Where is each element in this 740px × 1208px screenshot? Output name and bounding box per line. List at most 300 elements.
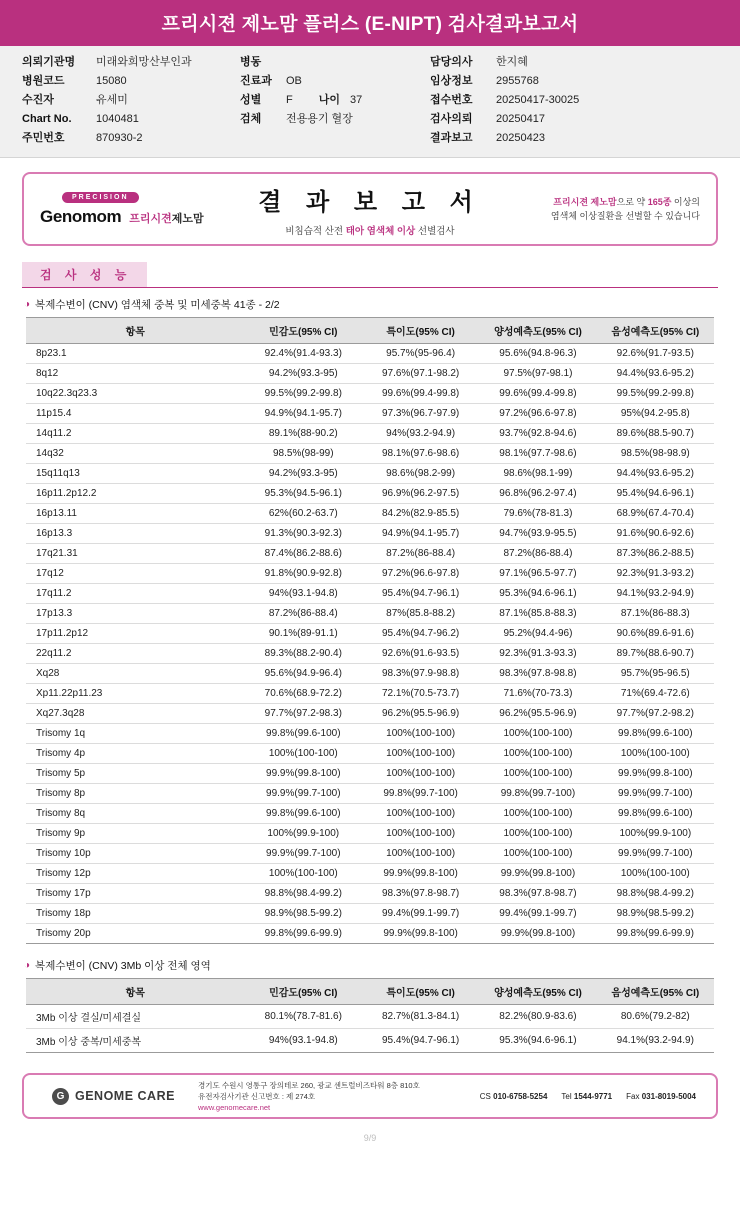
section-heading [22, 262, 718, 288]
cs-contact [480, 1092, 548, 1101]
cell-item: 17q12 [26, 564, 245, 584]
cell-item: Trisomy 9p [26, 824, 245, 844]
cell-value: 100%(99.9-100) [597, 824, 714, 844]
cell-item: Trisomy 8q [26, 804, 245, 824]
table-row [26, 804, 714, 824]
cell-value: 99.4%(99.1-99.7) [479, 904, 596, 924]
report-card-subtitle [230, 223, 510, 237]
cell-value: 80.6%(79.2-82) [597, 1005, 714, 1029]
cell-item: Trisomy 8p [26, 784, 245, 804]
info-value: 870930-2 [96, 132, 143, 144]
cell-item: Xp11.22p11.23 [26, 684, 245, 704]
tel-label: Tel [561, 1091, 572, 1101]
cell-value: 99.8%(99.6-100) [597, 804, 714, 824]
info-row [22, 112, 240, 127]
cell-value: 94.1%(93.2-94.9) [597, 584, 714, 604]
cell-item: 8p23.1 [26, 344, 245, 364]
cell-value: 87%(85.8-88.2) [362, 604, 479, 624]
table-row [26, 844, 714, 864]
website-link[interactable]: www.genomecare.net [198, 1102, 271, 1112]
cell-value: 92.4%(91.4-93.3) [245, 344, 362, 364]
cell-value: 98.3%(97.9-98.8) [362, 664, 479, 684]
cell-value: 96.9%(96.2-97.5) [362, 484, 479, 504]
cell-value: 99.8%(99.6-99.9) [245, 924, 362, 944]
info-row [430, 93, 690, 108]
brand-name-row [40, 207, 230, 227]
cell-value: 100%(100-100) [362, 744, 479, 764]
cell-item: Trisomy 20p [26, 924, 245, 944]
footer-address [198, 1080, 480, 1113]
page-number: 9/9 [363, 1133, 377, 1143]
info-value: 미래와희망산부인과 [96, 56, 192, 68]
info-row [430, 112, 690, 127]
cell-value: 99.9%(99.8-100) [479, 864, 596, 884]
cell-value: 92.3%(91.3-93.3) [479, 644, 596, 664]
col-header-sensitivity: 민감도(95% CI) [245, 318, 362, 344]
subsection-heading-1 [24, 297, 716, 312]
cell-value: 89.1%(88-90.2) [245, 424, 362, 444]
cell-value: 99.9%(99.8-100) [245, 764, 362, 784]
subsection-label-2: 복제수변이 (CNV) 3Mb 이상 전체 영역 [35, 960, 211, 972]
info-label: 주민번호 [22, 132, 65, 144]
brand-korean-2: 제노맘 [171, 212, 204, 225]
info-label: 검사의뢰 [430, 113, 473, 125]
table-row [26, 784, 714, 804]
info-value: 20250417-30025 [496, 94, 580, 106]
cell-value: 98.8%(98.4-99.2) [597, 884, 714, 904]
cell-value: 100%(100-100) [362, 764, 479, 784]
col-header-item: 항목 [26, 979, 245, 1005]
cell-item: 3Mb 이상 중복/미세중복 [26, 1029, 245, 1053]
cell-value: 98.1%(97.6-98.6) [362, 444, 479, 464]
cell-value: 94%(93.2-94.9) [362, 424, 479, 444]
footer-card [22, 1073, 718, 1119]
brand-wordmark: Genomom [40, 206, 122, 226]
cell-item: Xq27.3q28 [26, 704, 245, 724]
cell-value: 99.8%(99.6-100) [245, 724, 362, 744]
col-header-item: 항목 [26, 318, 245, 344]
col-header-sensitivity: 민감도(95% CI) [245, 979, 362, 1005]
info-label: Chart No. [22, 113, 72, 125]
subtitle-post: 선별검사 [415, 225, 455, 237]
info-label: 접수번호 [430, 94, 473, 106]
bullet-icon: ◑ [24, 960, 31, 971]
cell-value: 99.9%(99.7-100) [597, 784, 714, 804]
cell-value: 99.5%(99.2-99.8) [597, 384, 714, 404]
info-label: 병동 [240, 56, 262, 68]
table-row [26, 344, 714, 364]
cell-value: 100%(100-100) [597, 744, 714, 764]
table-row [26, 384, 714, 404]
cell-value: 99.6%(99.4-99.8) [362, 384, 479, 404]
cell-value: 98.3%(97.8-98.8) [479, 664, 596, 684]
cell-value: 94.7%(93.9-95.5) [479, 524, 596, 544]
cell-value: 91.3%(90.3-92.3) [245, 524, 362, 544]
table-row [26, 1029, 714, 1053]
cell-item: Trisomy 4p [26, 744, 245, 764]
cell-value: 91.8%(90.9-92.8) [245, 564, 362, 584]
info-row [22, 131, 240, 146]
cell-value: 70.6%(68.9-72.2) [245, 684, 362, 704]
note-line-2: 염색체 이상질환을 선별할 수 있습니다 [550, 211, 700, 221]
table-row [26, 404, 714, 424]
info-label: 임상정보 [430, 75, 473, 87]
table-row [26, 484, 714, 504]
cell-value: 97.1%(96.5-97.7) [479, 564, 596, 584]
cell-value: 68.9%(67.4-70.4) [597, 504, 714, 524]
fax-label: Fax [626, 1091, 640, 1101]
cell-item: 16p11.2p12.2 [26, 484, 245, 504]
cell-value: 100%(100-100) [597, 864, 714, 884]
footer-contact [480, 1092, 702, 1101]
cnv-3mb-table [26, 978, 714, 1053]
info-value: F [286, 94, 293, 106]
table-row [26, 824, 714, 844]
table-row [26, 504, 714, 524]
cell-value: 100%(100-100) [479, 764, 596, 784]
cell-value: 72.1%(70.5-73.7) [362, 684, 479, 704]
report-card-center [230, 182, 510, 237]
info-row [430, 55, 690, 70]
table-row [26, 424, 714, 444]
cell-value: 100%(100-100) [479, 724, 596, 744]
cell-item: Xq28 [26, 664, 245, 684]
cell-value: 100%(100-100) [479, 744, 596, 764]
note-mid: 으로 약 [616, 197, 648, 207]
cell-item: 15q11q13 [26, 464, 245, 484]
col-header-specificity: 특이도(95% CI) [362, 318, 479, 344]
info-label: 담당의사 [430, 56, 473, 68]
cell-value: 99.9%(99.8-100) [479, 924, 596, 944]
col-header-ppv: 양성예측도(95% CI) [479, 318, 596, 344]
cell-value: 94.2%(93.3-95) [245, 364, 362, 384]
cell-value: 71.6%(70-73.3) [479, 684, 596, 704]
info-value: 15080 [96, 75, 127, 87]
cell-value: 100%(100-100) [479, 844, 596, 864]
cell-value: 99.9%(99.8-100) [362, 864, 479, 884]
cell-item: 17q11.2 [26, 584, 245, 604]
col-header-specificity: 특이도(95% CI) [362, 979, 479, 1005]
section-title: 검 사 성 능 [22, 262, 147, 287]
cell-value: 84.2%(82.9-85.5) [362, 504, 479, 524]
cell-item: 8q12 [26, 364, 245, 384]
cell-value: 100%(100-100) [362, 844, 479, 864]
brand-korean [129, 210, 203, 226]
cell-value: 100%(99.9-100) [245, 824, 362, 844]
brand-logo [40, 192, 230, 227]
table-row [26, 704, 714, 724]
cell-item: 22q11.2 [26, 644, 245, 664]
cell-value: 95.3%(94.6-96.1) [479, 1029, 596, 1053]
genome-care-logo [38, 1088, 198, 1105]
cell-value: 99.8%(99.6-99.9) [597, 924, 714, 944]
info-label: 수진자 [22, 94, 54, 106]
cell-item: Trisomy 1q [26, 724, 245, 744]
table-row [26, 644, 714, 664]
cell-item: 11p15.4 [26, 404, 245, 424]
table-row [26, 364, 714, 384]
table-header-row [26, 979, 714, 1005]
table-row [26, 864, 714, 884]
cell-value: 82.7%(81.3-84.1) [362, 1005, 479, 1029]
cell-value: 95%(94.2-95.8) [597, 404, 714, 424]
cell-value: 99.9%(99.8-100) [362, 924, 479, 944]
cell-value: 96.2%(95.5-96.9) [479, 704, 596, 724]
col-header-npv: 음성예측도(95% CI) [597, 979, 714, 1005]
info-value: 20250417 [496, 113, 545, 125]
cell-value: 100%(100-100) [362, 804, 479, 824]
cell-value: 99.8%(99.6-100) [597, 724, 714, 744]
cell-value: 87.2%(86-88.4) [479, 544, 596, 564]
brand-korean-1: 프리시젼 [129, 212, 172, 225]
report-card-note [510, 195, 700, 223]
cell-value: 80.1%(78.7-81.6) [245, 1005, 362, 1029]
note-count: 165종 [647, 197, 672, 207]
info-label: 성별 [240, 94, 262, 106]
table-row [26, 904, 714, 924]
table-row [26, 464, 714, 484]
cell-value: 100%(100-100) [362, 824, 479, 844]
info-row [430, 131, 690, 146]
cell-value: 95.6%(94.9-96.4) [245, 664, 362, 684]
info-value: 전용용기 혈장 [286, 113, 353, 125]
report-header-card [22, 172, 718, 246]
cell-value: 98.3%(97.8-98.7) [362, 884, 479, 904]
info-row [240, 112, 430, 127]
cell-item: 14q32 [26, 444, 245, 464]
col-header-ppv: 양성예측도(95% CI) [479, 979, 596, 1005]
cell-value: 99.4%(99.1-99.7) [362, 904, 479, 924]
cell-value: 90.6%(89.6-91.6) [597, 624, 714, 644]
subsection-heading-2 [24, 958, 716, 973]
cell-value: 97.2%(96.6-97.8) [479, 404, 596, 424]
table-row [26, 524, 714, 544]
cell-value: 99.6%(99.4-99.8) [479, 384, 596, 404]
cell-value: 95.3%(94.6-96.1) [479, 584, 596, 604]
cell-item: Trisomy 17p [26, 884, 245, 904]
cell-item: Trisomy 12p [26, 864, 245, 884]
cell-value: 91.6%(90.6-92.6) [597, 524, 714, 544]
info-row [240, 55, 430, 70]
cell-value: 92.6%(91.7-93.5) [597, 344, 714, 364]
fax-value: 031-8019-5004 [641, 1091, 696, 1101]
info-row [240, 74, 430, 89]
genome-care-mark-icon: G [52, 1088, 69, 1105]
cell-item: 16p13.3 [26, 524, 245, 544]
precision-badge: PRECISION [62, 192, 139, 203]
cell-value: 99.8%(99.6-100) [245, 804, 362, 824]
info-value: 20250423 [496, 132, 545, 144]
cell-value: 100%(100-100) [479, 824, 596, 844]
note-line-1 [510, 195, 700, 209]
cell-value: 94.4%(93.6-95.2) [597, 464, 714, 484]
cell-value: 99.9%(99.7-100) [597, 844, 714, 864]
cell-item: Trisomy 18p [26, 904, 245, 924]
fax-contact [626, 1092, 696, 1101]
cell-value: 87.3%(86.2-88.5) [597, 544, 714, 564]
table-row [26, 924, 714, 944]
table-row [26, 684, 714, 704]
cell-value: 97.3%(96.7-97.9) [362, 404, 479, 424]
cell-value: 93.7%(92.8-94.6) [479, 424, 596, 444]
cell-value: 95.4%(94.7-96.1) [362, 584, 479, 604]
info-value-age: 37 [350, 94, 363, 106]
info-value: OB [286, 75, 302, 87]
cell-value: 99.9%(99.8-100) [597, 764, 714, 784]
cell-value: 94%(93.1-94.8) [245, 1029, 362, 1053]
table-row [26, 444, 714, 464]
cell-value: 87.4%(86.2-88.6) [245, 544, 362, 564]
info-value: 한지혜 [496, 56, 528, 68]
cell-value: 94.9%(94.1-95.7) [362, 524, 479, 544]
table-row [26, 724, 714, 744]
address-line-1: 경기도 수원시 영통구 장의테로 260, 광교 센트럴비즈타워 8층 810호 [198, 1080, 420, 1090]
subsection-label-1: 복제수변이 (CNV) 염색체 중복 및 미세중복 41종 - 2/2 [35, 299, 280, 311]
table-row [26, 1005, 714, 1029]
cell-value: 87.2%(86-88.4) [362, 544, 479, 564]
table-row [26, 744, 714, 764]
cell-item: 3Mb 이상 결실/미세결실 [26, 1005, 245, 1029]
cell-value: 94.4%(93.6-95.2) [597, 364, 714, 384]
cell-item: Trisomy 10p [26, 844, 245, 864]
cell-value: 98.9%(98.5-99.2) [245, 904, 362, 924]
cell-value: 100%(100-100) [479, 804, 596, 824]
info-label: 검체 [240, 113, 262, 125]
patient-info-col-1 [22, 55, 240, 146]
info-row [22, 74, 240, 89]
cell-value: 99.8%(99.7-100) [362, 784, 479, 804]
cell-value: 87.1%(86-88.3) [597, 604, 714, 624]
cell-value: 97.6%(97.1-98.2) [362, 364, 479, 384]
info-label: 병원코드 [22, 75, 65, 87]
note-brand: 프리시젼 제노맘 [553, 197, 617, 207]
genome-care-name: GENOME CARE [75, 1089, 175, 1103]
info-label-age: 나이 [318, 94, 340, 106]
cell-value: 95.7%(95-96.4) [362, 344, 479, 364]
cell-value: 98.5%(98-98.9) [597, 444, 714, 464]
cell-value: 95.4%(94.7-96.1) [362, 1029, 479, 1053]
table-row [26, 604, 714, 624]
cell-value: 97.2%(96.6-97.8) [362, 564, 479, 584]
tel-contact [561, 1092, 612, 1101]
cell-value: 99.9%(99.7-100) [245, 844, 362, 864]
cs-label: CS [479, 1091, 491, 1101]
cnv-performance-table [26, 317, 714, 944]
cell-value: 100%(100-100) [362, 724, 479, 744]
cell-item: 10q22.3q23.3 [26, 384, 245, 404]
info-row [22, 55, 240, 70]
cell-value: 96.2%(95.5-96.9) [362, 704, 479, 724]
cell-value: 95.2%(94.4-96) [479, 624, 596, 644]
cell-value: 96.8%(96.2-97.4) [479, 484, 596, 504]
info-row-sex-age [240, 93, 430, 108]
cell-value: 100%(100-100) [245, 744, 362, 764]
cell-item: 17p11.2p12 [26, 624, 245, 644]
cell-value: 71%(69.4-72.6) [597, 684, 714, 704]
cell-value: 95.6%(94.8-96.3) [479, 344, 596, 364]
cell-value: 99.9%(99.7-100) [245, 784, 362, 804]
cell-item: 16p13.11 [26, 504, 245, 524]
tel-value: 1544-9771 [573, 1091, 613, 1101]
report-card-title: 결 과 보 고 서 [258, 188, 482, 216]
cell-value: 89.3%(88.2-90.4) [245, 644, 362, 664]
cell-value: 92.3%(91.3-93.2) [597, 564, 714, 584]
cell-value: 82.2%(80.9-83.6) [479, 1005, 596, 1029]
address-line-2: 유전자검사기관 신고번호 : 제 274호 [198, 1091, 316, 1101]
subtitle-pre: 비침습적 산전 [285, 225, 346, 237]
cell-value: 95.3%(94.5-96.1) [245, 484, 362, 504]
info-value: 2955768 [496, 75, 539, 87]
patient-info-col-2 [240, 55, 430, 146]
table-row [26, 664, 714, 684]
cell-item: 17p13.3 [26, 604, 245, 624]
info-value: 1040481 [96, 113, 139, 125]
section-divider [22, 287, 718, 288]
cell-item: Trisomy 5p [26, 764, 245, 784]
cell-value: 95.4%(94.7-96.2) [362, 624, 479, 644]
cell-value: 79.6%(78-81.3) [479, 504, 596, 524]
info-row [430, 74, 690, 89]
table-header-row [26, 318, 714, 344]
cell-value: 98.1%(97.7-98.6) [479, 444, 596, 464]
cell-item: 14q11.2 [26, 424, 245, 444]
info-label: 의뢰기관명 [22, 56, 76, 68]
bullet-icon: ◑ [24, 299, 31, 310]
cell-value: 100%(100-100) [245, 864, 362, 884]
cell-value: 89.7%(88.6-90.7) [597, 644, 714, 664]
col-header-npv: 음성예측도(95% CI) [597, 318, 714, 344]
cell-value: 97.7%(97.2-98.2) [597, 704, 714, 724]
cell-value: 90.1%(89-91.1) [245, 624, 362, 644]
note-post: 이상의 [671, 197, 700, 207]
info-row [22, 93, 240, 108]
patient-info-block [0, 46, 740, 158]
table-row [26, 624, 714, 644]
cell-item: 17q21.31 [26, 544, 245, 564]
info-value: 유세미 [96, 94, 128, 106]
page-title: 프리시젼 제노맘 플러스 (E-NIPT) 검사결과보고서 [0, 0, 740, 46]
table-row [26, 564, 714, 584]
cell-value: 97.5%(97-98.1) [479, 364, 596, 384]
table-row [26, 544, 714, 564]
cell-value: 95.7%(95-96.5) [597, 664, 714, 684]
cell-value: 62%(60.2-63.7) [245, 504, 362, 524]
cell-value: 98.3%(97.8-98.7) [479, 884, 596, 904]
cell-value: 97.7%(97.2-98.3) [245, 704, 362, 724]
cell-value: 98.8%(98.4-99.2) [245, 884, 362, 904]
cell-value: 99.5%(99.2-99.8) [245, 384, 362, 404]
cell-value: 98.5%(98-99) [245, 444, 362, 464]
cell-value: 94%(93.1-94.8) [245, 584, 362, 604]
table-row [26, 584, 714, 604]
cell-value: 87.2%(86-88.4) [245, 604, 362, 624]
cell-value: 94.2%(93.3-95) [245, 464, 362, 484]
info-label: 진료과 [240, 75, 272, 87]
subtitle-highlight: 태아 염색체 이상 [345, 225, 416, 237]
cell-value: 94.9%(94.1-95.7) [245, 404, 362, 424]
info-label: 결과보고 [430, 132, 473, 144]
table-row [26, 884, 714, 904]
cell-value: 94.1%(93.2-94.9) [597, 1029, 714, 1053]
cell-value: 98.9%(98.5-99.2) [597, 904, 714, 924]
cell-value: 95.4%(94.6-96.1) [597, 484, 714, 504]
patient-info-col-3 [430, 55, 690, 146]
cell-value: 98.6%(98.2-99) [362, 464, 479, 484]
cs-value: 010-6758-5254 [493, 1091, 548, 1101]
cell-value: 89.6%(88.5-90.7) [597, 424, 714, 444]
cell-value: 92.6%(91.6-93.5) [362, 644, 479, 664]
table-row [26, 764, 714, 784]
